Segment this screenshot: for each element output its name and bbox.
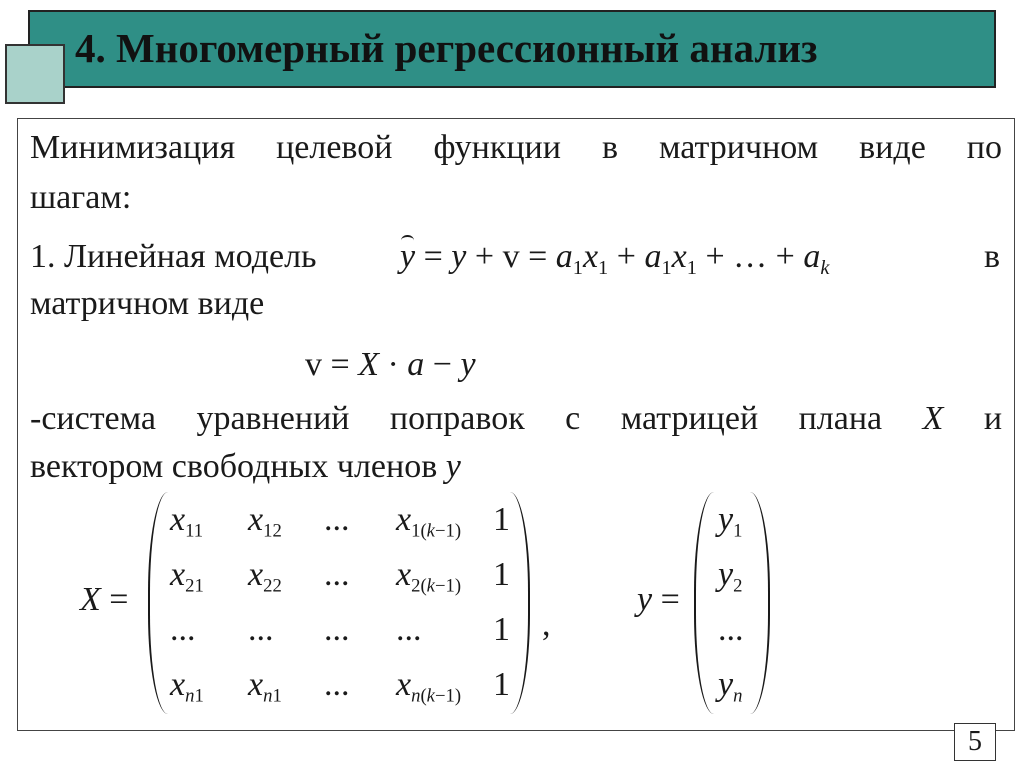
vector-y (694, 492, 770, 714)
right-paren (750, 492, 770, 714)
step1-suffix: в (984, 238, 1001, 275)
var-v: v (502, 238, 520, 275)
vector-y-label (637, 580, 680, 620)
dot-operator: · (387, 346, 399, 383)
slide-title: 4. Многомерный регрессионный анализ (75, 25, 818, 71)
matrix-cell: 1 (493, 556, 510, 593)
matrix-cell: ... (324, 666, 350, 703)
matrix-cell: 1 (493, 611, 510, 648)
model-formula (400, 237, 830, 280)
matrix-cell: $x_{21}$ (170, 556, 204, 597)
matrix-x (148, 492, 530, 714)
matrix-cell: ... (396, 611, 422, 648)
subscript: 1 (661, 257, 672, 280)
var-a: a (644, 238, 662, 275)
var-x: x (582, 238, 599, 275)
subscript: 1 (598, 257, 609, 280)
plus-sign: + (474, 238, 495, 275)
var-a: a (555, 238, 573, 275)
page-number: 5 (954, 723, 996, 761)
desc-line-2-text: вектором свободных членов (30, 448, 438, 485)
matrix-cell: ... (718, 611, 744, 648)
var-X: X (80, 581, 101, 618)
matrix-cell: 1 (493, 501, 510, 538)
matrix-cell: $x_{11}$ (170, 501, 204, 542)
var-y: y (445, 448, 461, 485)
left-paren (148, 492, 168, 714)
step1-prefix: 1. Линейная модель (30, 238, 317, 275)
var-a: a (803, 238, 821, 275)
right-paren (510, 492, 530, 714)
matrix-cell: $x_{12}$ (248, 501, 282, 542)
title-decor-square (5, 44, 65, 104)
left-paren (694, 492, 714, 714)
eq-sign: = (660, 581, 680, 618)
var-v: v (305, 346, 322, 383)
subscript: 1 (686, 257, 697, 280)
matrix-cell: $x_{n1}$ (248, 666, 282, 707)
desc-line-1-text: -система уравнений поправок с матрицей плана (30, 400, 883, 437)
comma: , (542, 606, 551, 643)
intro-line-2: шагам: (30, 179, 132, 216)
var-y: y (637, 581, 653, 618)
residual-formula (305, 345, 476, 385)
step1-line-2: матричном виде (30, 285, 265, 322)
subscript: k (820, 257, 830, 280)
var-x: x (671, 238, 687, 275)
intro-line-1: Минимизация целевой функции в матричном виде по (30, 129, 1002, 166)
var-X: X (358, 346, 379, 383)
var-a: a (407, 346, 425, 383)
subscript: 1 (572, 257, 583, 280)
eq-sign: = (109, 581, 129, 618)
desc-line-1 (30, 399, 1002, 439)
matrix-cell: $x_{2(k-1)}$ (396, 556, 462, 597)
matrix-cell: $y_1$ (718, 501, 743, 542)
plus-sign: + (616, 238, 636, 275)
matrix-cell: ... (324, 556, 350, 593)
eq-sign: = (423, 238, 443, 275)
matrix-cell: ... (248, 611, 274, 648)
var-X: X (922, 400, 944, 437)
matrix-cell: $x_{n(k-1)}$ (396, 666, 462, 707)
matrix-cell: ... (324, 501, 350, 538)
matrix-x-label (80, 580, 128, 620)
matrix-cell: 1 (493, 666, 510, 703)
matrix-cell: $x_{22}$ (248, 556, 282, 597)
matrix-cell: $x_{n1}$ (170, 666, 204, 707)
desc-line-2 (30, 447, 461, 487)
matrix-cell: ... (324, 611, 350, 648)
matrix-cell: $y_2$ (718, 556, 743, 597)
ellipsis: … (733, 238, 768, 275)
desc-line-1-end: и (983, 400, 1003, 437)
eq-sign: = (330, 346, 350, 383)
plus-sign: + (775, 238, 795, 275)
eq-sign: = (528, 238, 548, 275)
var-y: y (451, 238, 467, 275)
matrix-cell: $x_{1(k-1)}$ (396, 501, 462, 542)
matrix-cell: $y_n$ (718, 666, 743, 707)
yhat: y (400, 238, 416, 275)
plus-sign: + (705, 238, 725, 275)
matrix-cell: ... (170, 611, 196, 648)
var-y: y (460, 346, 476, 383)
minus-sign: − (432, 346, 452, 383)
